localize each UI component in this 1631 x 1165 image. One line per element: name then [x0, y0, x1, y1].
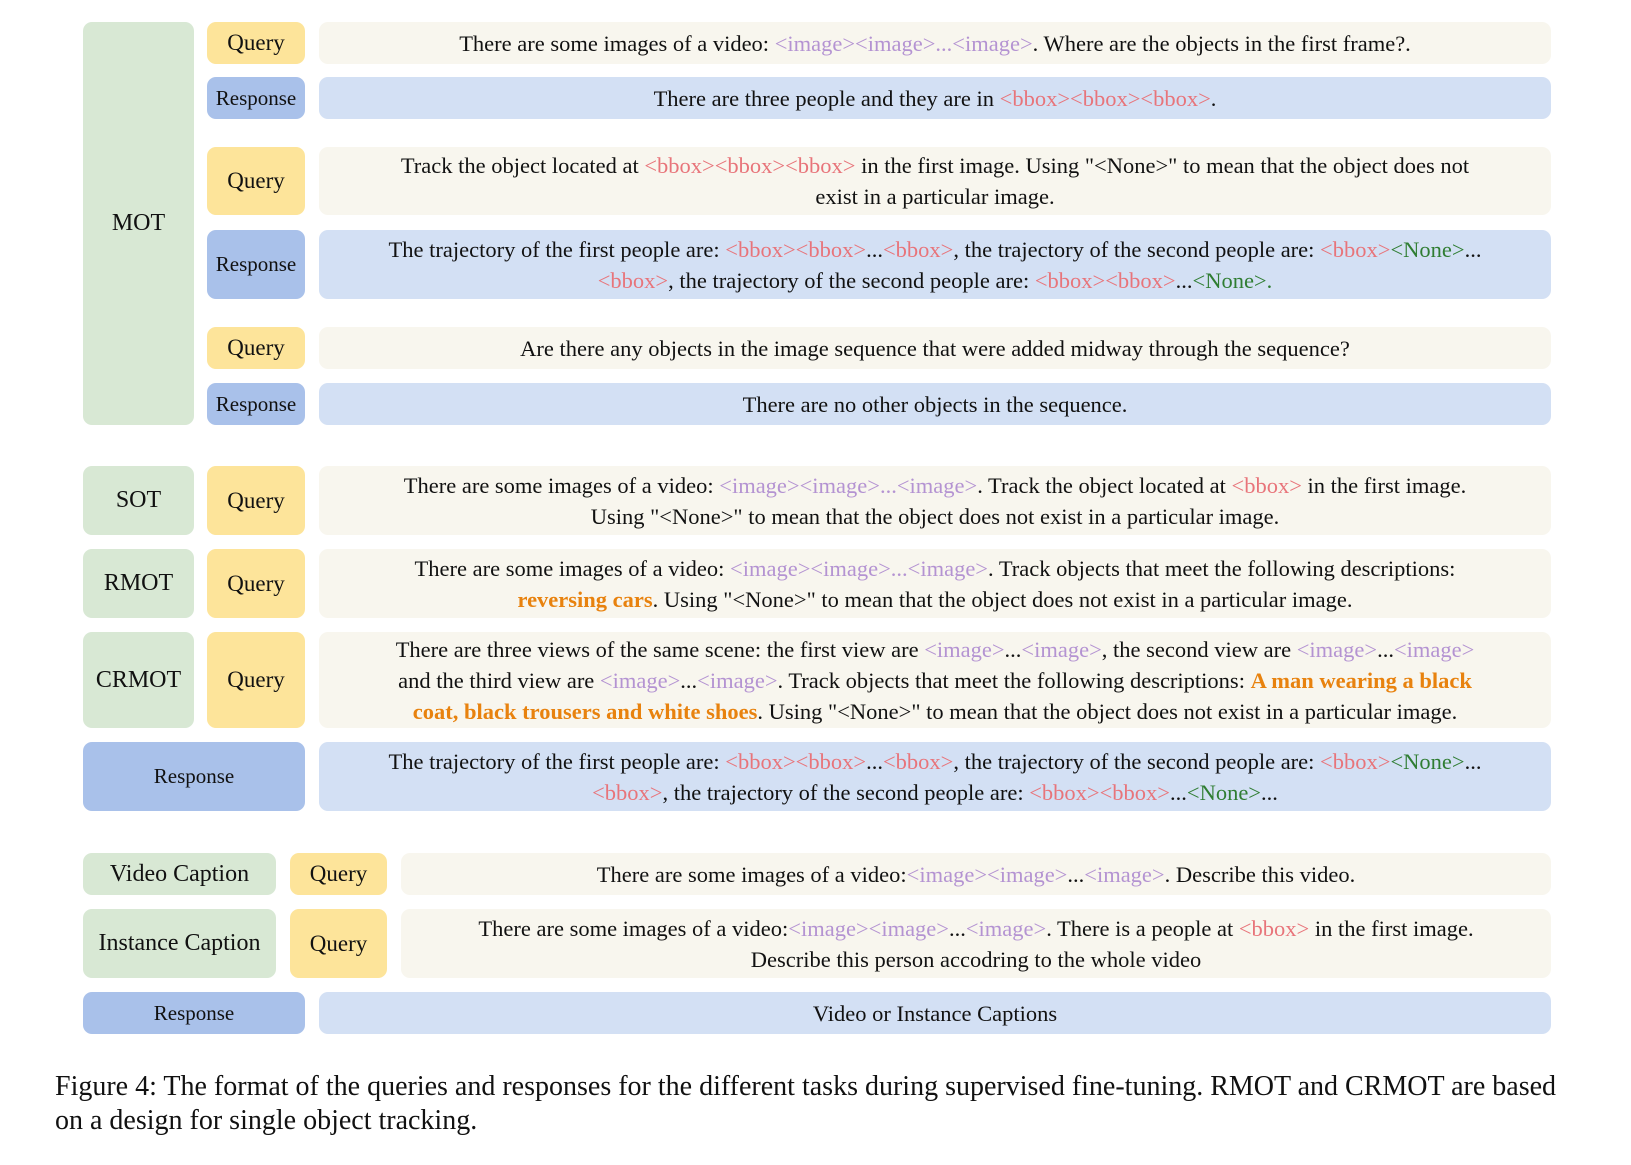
description-text: coat, black trousers and white shoes: [412, 698, 758, 724]
bbox-token: <bbox>: [644, 153, 715, 178]
mot-response-1: There are three people and they are in <bbox><bbox><bbox>.: [319, 77, 1551, 119]
image-token: <image>: [774, 30, 856, 56]
crmot-query: There are three views of the same scene: the first view are <image>...<image>, the second view are <image>...<image> and the third view are <image>...<image>. Track objects that meet the following descriptions: A man wearing a black coat, black trousers and white shoes. Using "<None>" to mean that the object does not exist in a particular image.: [319, 632, 1551, 728]
video-caption-query-label: Query: [290, 853, 387, 895]
video-caption-query: There are some images of a video:<image><image>...<image>. Describe this video.: [401, 853, 1551, 895]
image-token: <image>: [855, 30, 936, 56]
video-caption-task-label: Video Caption: [83, 853, 276, 895]
image-token: <image>: [952, 30, 1033, 56]
sot-query: There are some images of a video: <image><image>...<image>. Track the object located at <bbox> in the first image. Using "<None>" to mean that the object does not exist in a particular image.: [319, 466, 1551, 535]
instance-caption-task-label: Instance Caption: [83, 909, 276, 978]
crmot-response: The trajectory of the first people are: <bbox><bbox>...<bbox>, the trajectory of the second people are: <bbox><None>... <bbox>, the trajectory of the second people are: <bbox><bbox>...<None>...: [319, 742, 1551, 811]
rmot-task-label: RMOT: [83, 549, 194, 618]
mot-task-label: MOT: [83, 22, 194, 425]
mot-query-label-2: Query: [207, 147, 305, 215]
crmot-task-label: CRMOT: [83, 632, 194, 728]
mot-query-label-3: Query: [207, 327, 305, 369]
instance-caption-query: There are some images of a video:<image><image>...<image>. There is a people at <bbox> in the first image. Describe this person accodring to the whole video: [401, 909, 1551, 978]
bbox-token: <bbox>: [714, 153, 786, 178]
figure-caption: Figure 4: The format of the queries and responses for the different tasks during supervised fine-tuning. RMOT and CRMOT are based on a design for single object tracking.: [55, 1071, 1557, 1136]
mot-response-2: The trajectory of the first people are: <bbox><bbox>...<bbox>, the trajectory of the second people are: <bbox><None>... <bbox>, the trajectory of the second people are: <bbox><bbox>...<None>.: [319, 230, 1551, 299]
none-token: <None>.: [1192, 267, 1273, 293]
rmot-query-label: Query: [207, 549, 305, 618]
crmot-query-label: Query: [207, 632, 305, 728]
caption-response: Video or Instance Captions: [319, 992, 1551, 1034]
description-text: A man wearing a black: [1250, 667, 1472, 693]
bbox-token: <bbox>: [1140, 85, 1211, 111]
mot-query-2: Track the object located at <bbox><bbox><bbox> in the first image. Using "<None>" to mean that the object does not exist in a particular image.: [319, 147, 1551, 215]
mot-query-label-1: Query: [207, 22, 305, 64]
bbox-token: <bbox>: [1070, 85, 1141, 111]
caption-response-label: Response: [83, 992, 305, 1034]
rmot-query: There are some images of a video: <image><image>...<image>. Track objects that meet the following descriptions: reversing cars. Using "<None>" to mean that the object does not exist in a particular image.: [319, 549, 1551, 618]
mot-response-label-3: Response: [207, 383, 305, 425]
bbox-token: <bbox>: [999, 85, 1071, 111]
description-text: reversing cars: [517, 586, 653, 612]
none-token: <None>: [1390, 236, 1465, 262]
bbox-token: <bbox>: [785, 153, 856, 178]
mot-response-label-1: Response: [207, 77, 305, 119]
crmot-response-label: Response: [83, 742, 305, 811]
sot-task-label: SOT: [83, 466, 194, 535]
mot-response-3: There are no other objects in the sequence.: [319, 383, 1551, 425]
mot-response-label-2: Response: [207, 230, 305, 299]
mot-query-3: Are there any objects in the image sequence that were added midway through the sequence?: [319, 327, 1551, 369]
sot-query-label: Query: [207, 466, 305, 535]
mot-query-1: There are some images of a video: <image><image>...<image>. Where are the objects in the first frame?.: [319, 22, 1551, 64]
instance-caption-query-label: Query: [290, 909, 387, 978]
